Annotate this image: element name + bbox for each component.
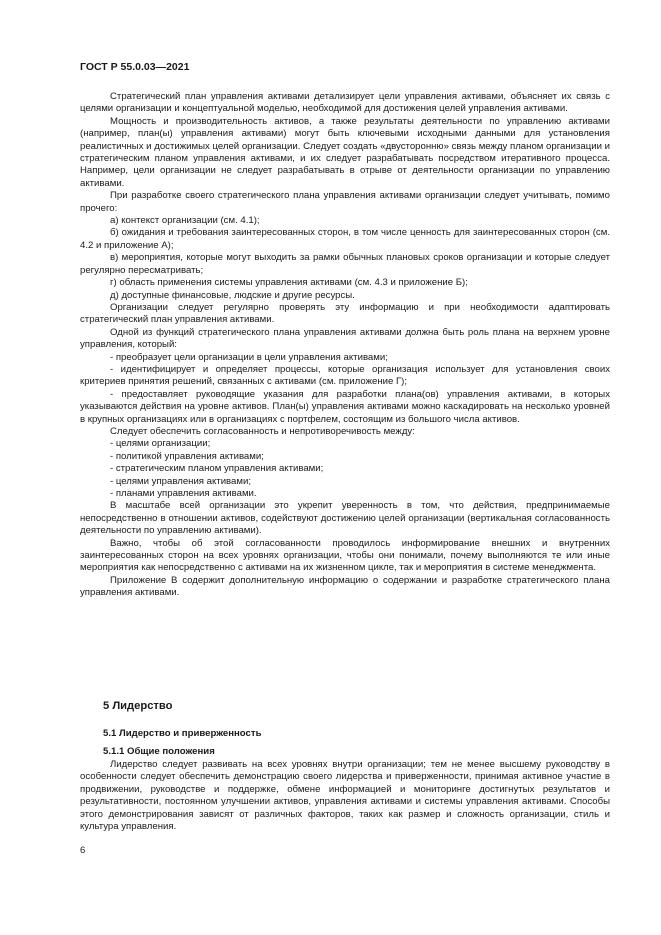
document-id: ГОСТ Р 55.0.03—2021: [80, 61, 190, 73]
list-item: - целями управления активами;: [110, 475, 252, 487]
paragraph: В масштабе всей организации это укрепит уверенность в том, что действия, предпринимаемые непосредственно в отношении активов, содействуют достижению целей организации (вертикальная согласованность деятельности по управлению активами).: [80, 500, 610, 537]
body-text: [80, 91, 610, 600]
page-number: 6: [80, 845, 86, 856]
list-item: - стратегическим планом управления активами;: [110, 463, 324, 475]
subsection-heading: 5.1 Лидерство и приверженность: [103, 728, 262, 739]
list-item: - предоставляет руководящие указания для разработки плана(ов) управления активами, в которых указываются действия на уровне активов. План(ы) управления активами можно каскадировать на несколько уровней в крупных организациях или в организациях с портфелем, состоящим из большого числа активов.: [80, 388, 610, 425]
list-item: - политикой управления активами;: [110, 450, 264, 462]
list-item: а) контекст организации (см. 4.1);: [110, 215, 260, 227]
paragraph: Приложение В содержит дополнительную информацию о содержании и разработке стратегического плана управления активами.: [80, 574, 610, 599]
list-item: в) мероприятия, которые могут выходить за рамки обычных плановых сроков организации и которые следует регулярно пересматривать;: [80, 252, 610, 276]
paragraph: Стратегический план управления активами детализирует цели управления активами, объясняет их связь с целями организации и концептуальной моделью, необходимой для достижения целей управления активами.: [80, 91, 610, 115]
list-item: - идентифицирует и определяет процессы, которые организация использует для установления своих критериев принятия решений, связанных с активами (см. приложение Г);: [80, 363, 610, 388]
list-item: - планами управления активами.: [110, 488, 257, 499]
section-heading: 5 Лидерство: [103, 700, 173, 712]
list-item: б) ожидания и требования заинтересованных сторон, в том числе ценность для заинтересованных сторон (см. 4.2 и приложение А);: [80, 227, 610, 251]
list-item: - целями организации;: [110, 438, 211, 450]
subsubsection-heading: 5.1.1 Общие положения: [103, 746, 215, 757]
paragraph: Следует обеспечить согласованность и непротиворечивость между:: [110, 425, 415, 437]
paragraph: При разработке своего стратегического плана управления активами организации следует учитывать, помимо прочего:: [80, 190, 610, 214]
paragraph: Важно, чтобы об этой согласованности проводилось информирование внешних и внутренних заинтересованных сторон на всех уровнях организации, чтобы они понимали, почему выполняются те или иные мероприятия как непосредственно с активами на их жизненном цикле, так и мероприятия в системе менеджмента.: [80, 537, 610, 574]
list-item: - преобразует цели организации в цели управления активами;: [110, 351, 388, 363]
list-item: г) область применения системы управления активами (см. 4.3 и приложение Б);: [110, 277, 468, 289]
list-item: д) доступные финансовые, людские и другие ресурсы.: [110, 289, 355, 301]
paragraph: Одной из функций стратегического плана управления активами должна быть роль плана на верхнем уровне управления, который:: [80, 326, 610, 351]
section-body-text: [80, 759, 610, 833]
paragraph: Мощность и производительность активов, а также результаты деятельности по управлению активами (например, план(ы) управления активами) могут быть ключевыми исходными данными для установления реалистичных и достижимых целей организации. Следует создать «двусторонню» связь между планом организации и стратегическим планом управления активами, и их следует разрабатывать посредством итеративного процесса. Например, цели организации не следует разрабатывать в отрыве от деятельности организации по управлению активами.: [80, 115, 610, 189]
paragraph: Организации следует регулярно проверять эту информацию и при необходимости адаптировать стратегический план управления активами.: [80, 301, 610, 326]
paragraph: Лидерство следует развивать на всех уровнях внутри организации; тем не менее высшему руководству в особенности следует обеспечить демонстрацию своего лидерства и приверженности, принимая активное участие в продвижении, руководстве и поддержке, обмене информацией и мониторинге достигнутых результатов и результативности, постоянном улучшении активов, управления активами и системы управления активами. Способы этого демонстрирования зависят от различных факторов, таких как размер и сложность организации, стиль и культура управления.: [80, 759, 610, 833]
